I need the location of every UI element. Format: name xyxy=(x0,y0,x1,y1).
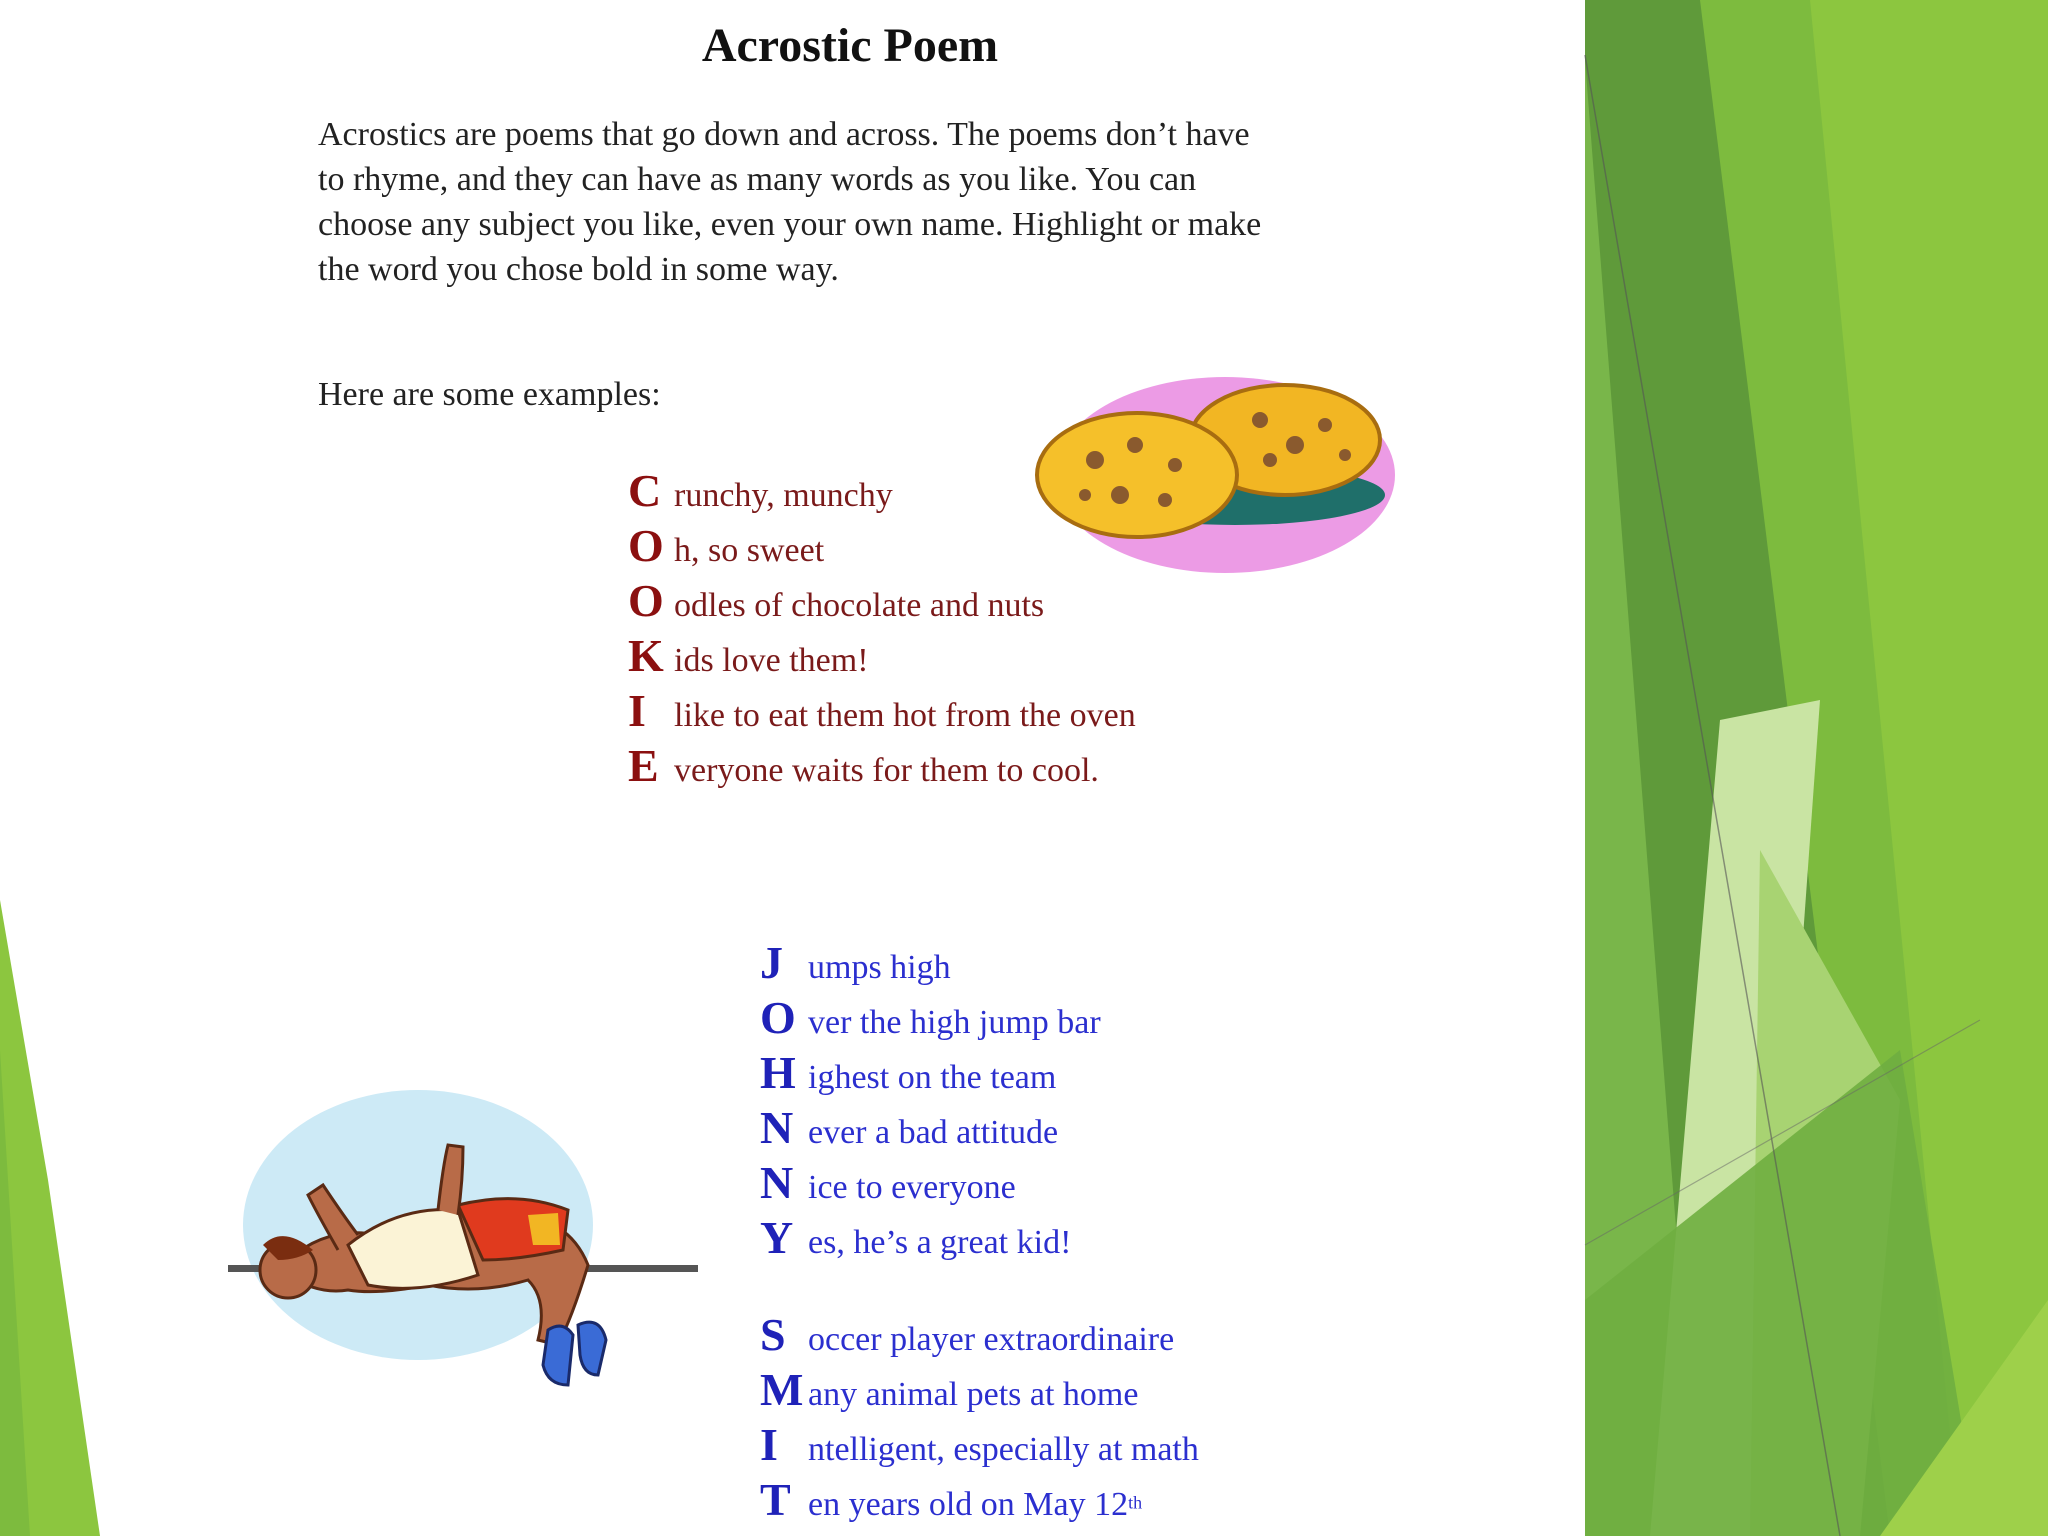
poem-line xyxy=(760,1363,1199,1418)
johnny-acrostic-poem xyxy=(760,936,1101,1266)
poem-initial: M xyxy=(760,1364,804,1415)
page-title: Acrostic Poem xyxy=(701,19,999,72)
poem-line-text: ver the high jump bar xyxy=(808,1004,1101,1041)
poem-line-text: any animal pets at home xyxy=(808,1376,1139,1413)
poem-initial: Y xyxy=(760,1212,794,1263)
poem-line xyxy=(628,574,1136,629)
intro-line: choose any subject you like, even your own name. Highlight or make xyxy=(318,206,1262,243)
poem-initial: J xyxy=(760,937,783,988)
poem-initial: K xyxy=(628,630,664,681)
poem-line-text: ntelligent, especially at math xyxy=(808,1431,1199,1468)
poem-line xyxy=(760,936,1101,991)
poem-line xyxy=(628,464,1136,519)
intro-line: to rhyme, and they can have as many words as you like. You can xyxy=(318,161,1197,198)
poem-line xyxy=(760,991,1101,1046)
poem-line-text: occer player extraordinaire xyxy=(808,1321,1175,1358)
poem-initial: O xyxy=(628,520,664,571)
poem-initial: I xyxy=(628,685,646,736)
intro-paragraph xyxy=(318,112,1428,292)
poem-line-text: ighest on the team xyxy=(808,1059,1057,1096)
poem-line-text: odles of chocolate and nuts xyxy=(674,587,1045,624)
poem-line-text: en years old on May 12 xyxy=(808,1486,1129,1523)
poem-line xyxy=(760,1156,1101,1211)
poem-line-text: h, so sweet xyxy=(674,532,825,569)
poem-initial: C xyxy=(628,465,662,516)
cookie-acrostic-poem xyxy=(628,464,1136,794)
poem-line xyxy=(628,684,1136,739)
poem-line xyxy=(628,629,1136,684)
poem-line xyxy=(760,1046,1101,1101)
poem-initial: E xyxy=(628,740,659,791)
ordinal-suffix: th xyxy=(1128,1492,1143,1513)
high-jumper-clipart xyxy=(228,1085,708,1415)
intro-line: Acrostics are poems that go down and across. The poems don’t have xyxy=(318,116,1250,153)
poem-line-text: ids love them! xyxy=(674,642,869,679)
poem-line-text: es, he’s a great kid! xyxy=(808,1224,1072,1261)
poem-initial: T xyxy=(760,1474,791,1525)
poem-line xyxy=(760,1308,1199,1363)
poem-line-text: ice to everyone xyxy=(808,1169,1016,1206)
examples-label: Here are some examples: xyxy=(318,376,661,413)
poem-line-text: umps high xyxy=(808,949,951,986)
poem-line xyxy=(628,519,1136,574)
poem-line-text: runchy, munchy xyxy=(674,477,893,514)
smit-acrostic-poem xyxy=(760,1308,1199,1528)
poem-initial: O xyxy=(760,992,796,1043)
poem-initial: I xyxy=(760,1419,778,1470)
poem-line-text: veryone waits for them to cool. xyxy=(674,752,1099,789)
poem-initial: O xyxy=(628,575,664,626)
poem-line xyxy=(760,1418,1199,1473)
poem-line xyxy=(760,1211,1101,1266)
poem-initial: S xyxy=(760,1309,786,1360)
intro-line: the word you chose bold in some way. xyxy=(318,251,839,288)
poem-initial: N xyxy=(760,1157,794,1208)
poem-line xyxy=(760,1473,1199,1528)
poem-line xyxy=(760,1101,1101,1156)
poem-initial: H xyxy=(760,1047,796,1098)
poem-line-text: like to eat them hot from the oven xyxy=(674,697,1136,734)
poem-initial: N xyxy=(760,1102,794,1153)
poem-line xyxy=(628,739,1136,794)
poem-line-text: ever a bad attitude xyxy=(808,1114,1059,1151)
